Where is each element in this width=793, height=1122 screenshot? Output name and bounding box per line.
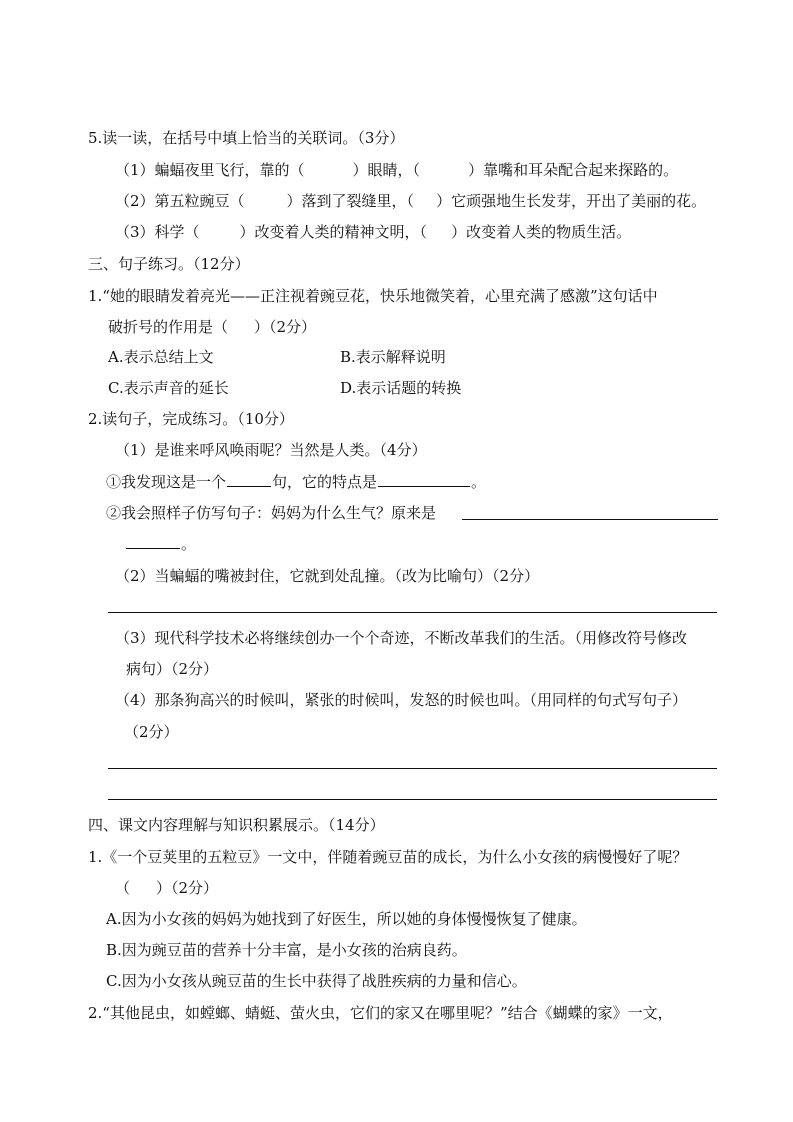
s3-q1-option-d[interactable]: D.表示话题的转换 <box>340 379 462 397</box>
q5-item-3 <box>115 222 631 242</box>
s3-q1-option-b[interactable]: B.表示解释说明 <box>340 348 446 366</box>
s3-q2-sentence-4-line-1: （4）那条狗高兴的时候叫，紧张的时候叫，发怒的时候也叫。（用同样的句式写句子） <box>115 691 688 709</box>
s4-q1-line-1: 1.《一个豆荚里的五粒豆》一文中，伴随着豌豆苗的成长，为什么小女孩的病慢慢好了呢？ <box>88 848 688 866</box>
s3-q2-sentence-3-line-1: （3）现代科学技术必将继续创办一个个奇迹，不断改革我们的生活。（用修改符号修改 <box>115 629 688 647</box>
answer-line[interactable] <box>108 799 717 800</box>
s3-q1-points: ）（2分） <box>254 318 317 336</box>
s3-q2-1b-cont <box>125 534 196 554</box>
s4-q1-points: ）（2分） <box>156 879 219 897</box>
q5-item-2 <box>115 191 706 211</box>
q5-item-1-part-a: （1）蝙蝠夜里飞行，靠的（ <box>115 161 305 179</box>
s3-q2-1a-mid: 句，它的特点是 <box>272 473 378 491</box>
q5-item-2-part-a: （2）第五粒豌豆（ <box>115 192 245 210</box>
answer-blank[interactable] <box>227 472 271 487</box>
q5-item-3-part-a: （3）科学（ <box>115 223 200 241</box>
s3-q1-line-1: 1.“她的眼睛发着亮光——正注视着豌豆花，快乐地微笑着，心里充满了感激”这句话中 <box>88 287 658 305</box>
s4-q1-option-c[interactable]: C.因为小女孩从豌豆苗的生长中获得了战胜疾病的力量和信心。 <box>106 972 527 990</box>
q5-item-1-part-c: ）靠嘴和耳朵配合起来探路的。 <box>468 161 679 179</box>
answer-blank[interactable] <box>126 534 180 549</box>
s3-q1-line-2 <box>108 317 316 337</box>
q5-item-1 <box>115 160 678 180</box>
s3-q2-sentence-4-line-2: （2分） <box>124 723 179 741</box>
q5-item-2-part-c: ）它顽强地生长发芽，开出了美丽的花。 <box>436 192 707 210</box>
s4-q1-bracket-open: （ <box>115 879 131 897</box>
s3-q2-sentence-2: （2）当蝙蝠的嘴被封住，它就到处乱撞。（改为比喻句）（2分） <box>115 567 540 585</box>
q5-item-3-part-c: ）改变着人类的物质生活。 <box>451 223 632 241</box>
answer-line[interactable] <box>108 612 717 613</box>
s3-q2-sentence-1: （1）是谁来呼风唤雨呢？当然是人类。（4分） <box>115 441 427 459</box>
s4-q2-line-1: 2.“其他昆虫，如螳螂、蜻蜓、萤火虫，它们的家又在哪里呢？”结合《蝴蝶的家》一文， <box>88 1004 673 1022</box>
q5-item-2-part-b: ）落到了裂缝里，（ <box>286 192 415 210</box>
s4-q1-option-b[interactable]: B.因为豌豆苗的营养十分丰富，是小女孩的治病良药。 <box>106 941 467 959</box>
s4-q1-line-2 <box>115 878 218 898</box>
answer-blank[interactable] <box>378 472 470 487</box>
q5-item-3-part-b: ）改变着人类的精神文明，（ <box>239 223 428 241</box>
s3-q2-1b <box>106 503 436 523</box>
s3-q1-option-c[interactable]: C.表示声音的延长 <box>108 379 229 397</box>
s3-q2-title: 2.读句子，完成练习。（10分） <box>88 410 294 428</box>
s3-q2-1b-end: 。 <box>181 535 197 553</box>
s3-q2-1a <box>106 472 486 492</box>
answer-line[interactable] <box>462 519 718 520</box>
s3-q2-1b-prompt: ②我会照样子仿写句子：妈妈为什么生气？原来是 <box>106 504 437 522</box>
s3-q1-option-a[interactable]: A.表示总结上文 <box>108 348 214 366</box>
s3-q2-1a-pre: ①我发现这是一个 <box>106 473 227 491</box>
q5-title: 5.读一读，在括号中填上恰当的关联词。（3分） <box>88 129 405 147</box>
q5-item-1-part-b: ）眼睛，（ <box>352 161 421 179</box>
s4-q1-option-a[interactable]: A.因为小女孩的妈妈为她找到了好医生，所以她的身体慢慢恢复了健康。 <box>106 910 587 928</box>
s3-q2-1a-end: 。 <box>471 473 487 491</box>
section-3-title: 三、句子练习。（12分） <box>88 255 250 273</box>
s3-q2-sentence-3-line-2: 病句）（2分） <box>126 660 219 678</box>
answer-line[interactable] <box>108 768 717 769</box>
s3-q1-stem: 破折号的作用是（ <box>108 318 229 336</box>
section-4-title: 四、课文内容理解与知识积累展示。（14分） <box>88 816 385 834</box>
